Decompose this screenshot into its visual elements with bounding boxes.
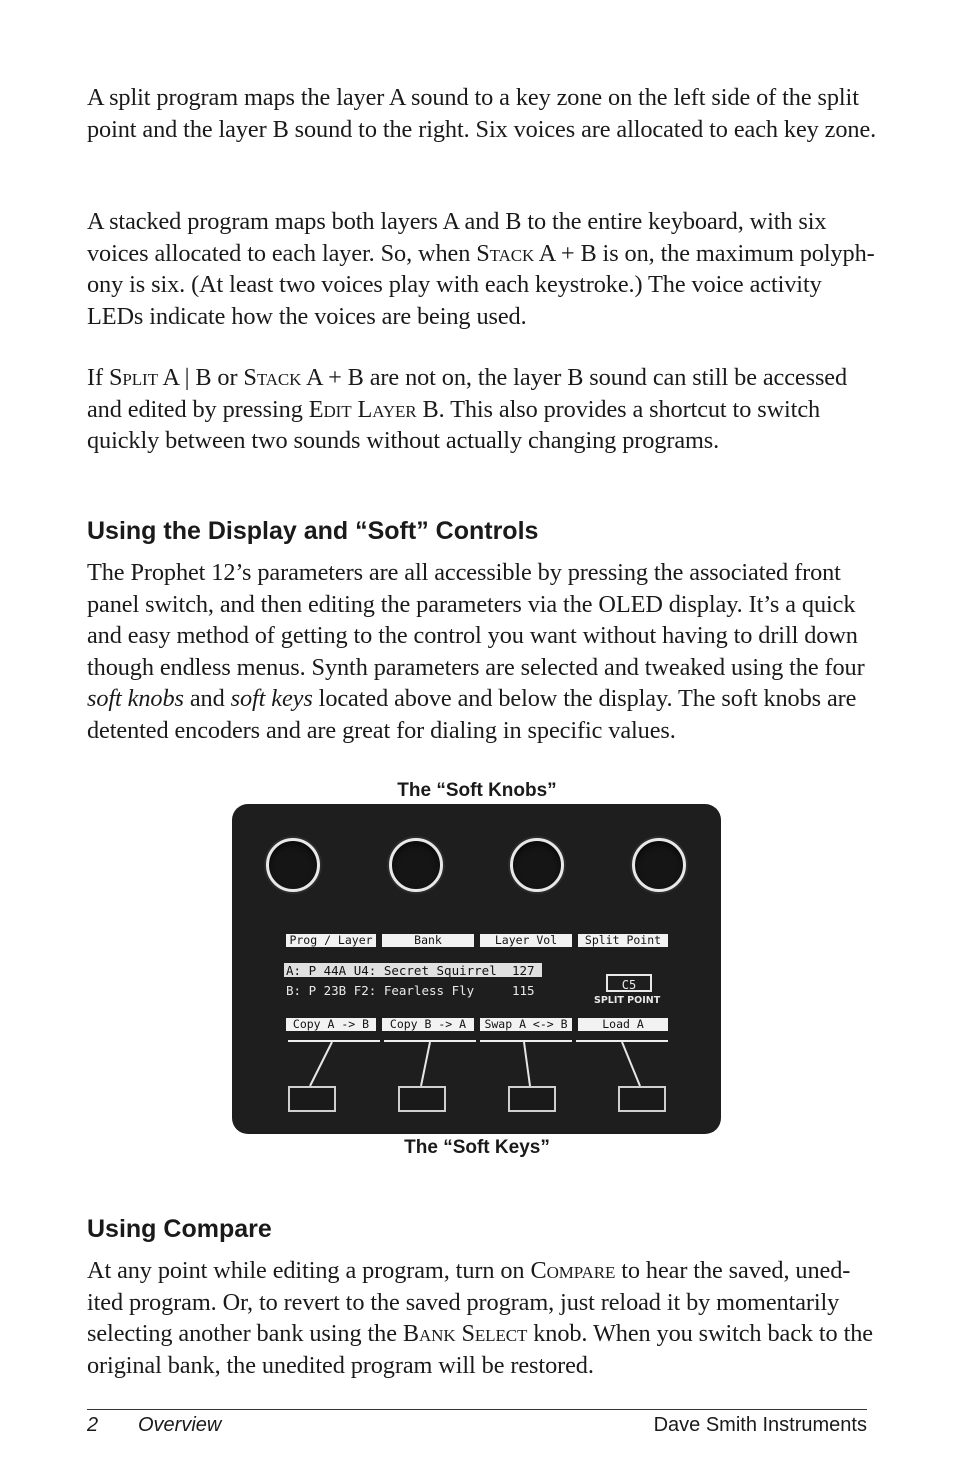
text-run: B. This also provides a shortcut to switch quickly between two sounds without actually changing programs. bbox=[87, 395, 821, 455]
oled-tab-copy-a-b: Copy A -> B bbox=[286, 1018, 376, 1031]
control-name-stack: Stack bbox=[476, 239, 535, 267]
oled-layer-b-volume: 115 bbox=[512, 983, 535, 998]
text-run: The Prophet 12’s parameters are all accessible by pressing the associated front panel switch, and then editing the parameters via the OLED display. It’s a quick and easy method of getting to the control you want without having to drill down though endless menus. Synth parameters are selected and tweaked using the four bbox=[87, 559, 865, 681]
paragraph-layer-b-access bbox=[87, 362, 877, 457]
text-run: A stacked program maps both layers A and B to the entire keyboard, with six voices allocated to each layer. So, when bbox=[87, 208, 827, 267]
figure-caption-soft-knobs: The “Soft Knobs” bbox=[397, 780, 557, 801]
oled-tab-layer-vol: Layer Vol bbox=[480, 934, 572, 947]
figure-caption-soft-keys: The “Soft Keys” bbox=[404, 1137, 550, 1158]
text-run: If bbox=[87, 364, 109, 391]
footer-section-title: Overview bbox=[138, 1414, 222, 1436]
footer-divider bbox=[87, 1409, 867, 1410]
oled-tab-prog-layer: Prog / Layer bbox=[286, 934, 376, 947]
oled-display-panel bbox=[232, 804, 721, 1134]
soft-key-4[interactable] bbox=[618, 1086, 666, 1112]
oled-layer-a-name: A: P 44A U4: Secret Squirrel bbox=[286, 963, 497, 978]
term-soft-knobs: soft knobs bbox=[87, 685, 184, 713]
soft-key-connectors bbox=[232, 804, 721, 1134]
control-name-edit-layer: Edit Layer bbox=[308, 395, 417, 423]
oled-tab-swap-a-b: Swap A <-> B bbox=[480, 1018, 572, 1031]
paragraph-compare bbox=[87, 1255, 877, 1381]
text-run: A + B is on, the maximum polyph-ony is six. (At least two voices play with each keystroke.) The voice activity LEDs indicate how the voices are being used. bbox=[87, 239, 875, 330]
oled-split-point-label: SPLIT POINT bbox=[594, 995, 661, 1006]
soft-key-2[interactable] bbox=[398, 1086, 446, 1112]
soft-key-1[interactable] bbox=[288, 1086, 336, 1112]
control-name-bank-select: Bank Select bbox=[402, 1320, 528, 1348]
oled-tab-bank: Bank bbox=[382, 934, 474, 947]
text-run: A + B are not on, the layer B sound can still be accessed and edited by pressing bbox=[87, 364, 848, 423]
oled-tab-copy-b-a: Copy B -> A bbox=[382, 1018, 474, 1031]
footer-publisher: Dave Smith Instruments bbox=[653, 1414, 867, 1436]
text-run: A | B or bbox=[157, 364, 244, 391]
section-heading-compare: Using Compare bbox=[87, 1215, 272, 1243]
connector-line-3 bbox=[524, 1042, 530, 1086]
paragraph-split-program: A split program maps the layer A sound to a key zone on the left side of the split point and the layer B sound to the right. Six voices are allocated to each key zone. bbox=[87, 84, 877, 143]
control-name-compare: Compare bbox=[530, 1257, 616, 1284]
text-run: to hear the saved, uned-ited program. Or, to revert to the saved program, just reload it by momentarily selecting another bank using the bbox=[87, 1257, 851, 1348]
connector-line-2 bbox=[421, 1042, 430, 1086]
oled-layer-b-name: B: P 23B F2: Fearless Fly bbox=[286, 983, 475, 998]
connector-line-4 bbox=[622, 1042, 640, 1086]
text-run: and bbox=[183, 685, 231, 713]
connector-line-1 bbox=[310, 1042, 332, 1086]
oled-tab-load-a: Load A bbox=[578, 1018, 668, 1031]
soft-key-3[interactable] bbox=[508, 1086, 556, 1112]
term-soft-keys: soft keys bbox=[230, 685, 313, 713]
footer-page-number: 2 bbox=[87, 1414, 99, 1436]
oled-layer-a-volume: 127 bbox=[512, 963, 535, 978]
text-run: At any point while editing a program, turn on bbox=[87, 1257, 531, 1284]
control-name-split: Split bbox=[108, 364, 158, 391]
oled-split-point-value: C5 bbox=[621, 978, 637, 992]
paragraph-stacked-program bbox=[87, 206, 877, 332]
control-name-stack: Stack bbox=[243, 364, 302, 391]
text-run: located above and below the display. The soft knobs are detented encoders and are great for dialing in specific values. bbox=[87, 685, 857, 744]
section-heading-display: Using the Display and “Soft” Controls bbox=[87, 517, 539, 545]
text-run: knob. When you switch back to the original bank, the unedited program will be restored. bbox=[87, 1320, 873, 1379]
oled-tab-split-point: Split Point bbox=[578, 934, 668, 947]
paragraph-display-controls bbox=[87, 557, 877, 747]
